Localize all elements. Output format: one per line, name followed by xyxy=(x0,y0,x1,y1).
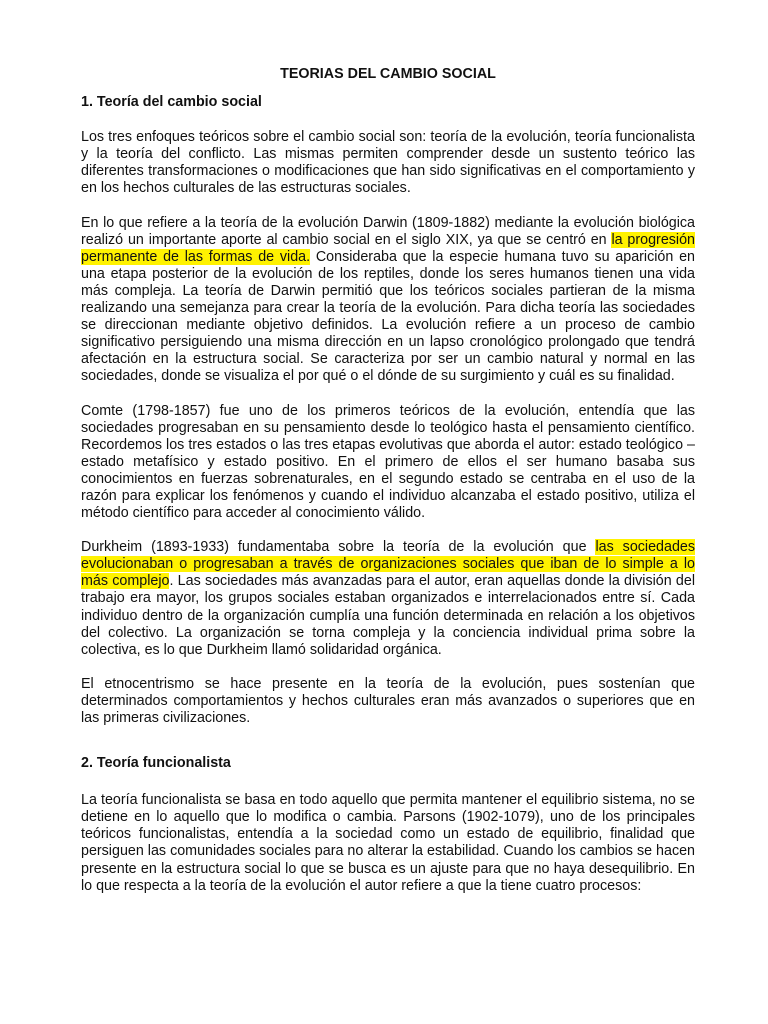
paragraph-text: El etnocentrismo se hace presente en la teoría de la evolución, pues sostenían que determinados comportamientos y hechos culturales eran más avanzados o superiores que en las primeras civilizaciones. xyxy=(81,675,695,726)
paragraph-etnocentrismo xyxy=(81,676,695,727)
section-heading-teoria-cambio-social: 1. Teoría del cambio social xyxy=(81,94,262,111)
paragraph-text: La teoría funcionalista se basa en todo aquello que permita mantener el equilibrio sistema, no se detiene en lo aquello que lo modifica o cambia. Parsons (1902-1079), uno de los principales teóricos funcionalistas, entendía a la sociedad como un estado de equilibrio, finalidad que persiguen las comunidades sociales para no alterar la estabilidad. Cuando los cambios se hacen presente en la estructura social lo que se busca es un ajuste para que no haya desequilibrio. En lo que respecta a la teoría de la evolución el autor refiere a que la tiene cuatro procesos: xyxy=(81,792,695,894)
paragraph-durkheim xyxy=(81,539,695,659)
paragraph-text: En lo que refiere a la teoría de la evolución Darwin (1809-1882) mediante la evolución biológica realizó un importante aporte al cambio social en el siglo XIX, ya que se centró en xyxy=(81,214,695,248)
paragraph-funcionalista xyxy=(81,792,695,895)
paragraph-darwin xyxy=(81,215,695,386)
paragraph-enfoques-teoricos xyxy=(81,129,695,197)
paragraph-text: Los tres enfoques teóricos sobre el cambio social son: teoría de la evolución, teoría funcionalista y la teoría del conflicto. Las mismas permiten comprender desde un sustento teórico las diferentes transformaciones o modificaciones que han sido significativas en el comportamiento y en los hechos culturales de las estructuras sociales. xyxy=(81,129,695,197)
paragraph-text: . Las sociedades más avanzadas para el autor, eran aquellas donde la división del trabajo era mayor, los grupos sociales estaban organizados e interrelacionados entre sí. Cada individuo dentro de la organización cumplía una función determinada en relación a los objetivos del colectivo. La organización se torna compleja y la conciencia individual prima sobre la colectiva, es lo que Durkheim llamó solidaridad orgánica. xyxy=(81,573,695,658)
paragraph-comte xyxy=(81,403,695,523)
document-title: TEORIAS DEL CAMBIO SOCIAL xyxy=(280,66,496,82)
paragraph-text: Comte (1798-1857) fue uno de los primeros teóricos de la evolución, entendía que las sociedades progresaban en su pensamiento desde lo teológico hasta el pensamiento científico. Recordemos los tres estados o las tres etapas evolutivas que aborda el autor: estado teológico – estado metafísico y estado positivo. En el primero de ellos el ser humano basaba sus conocimientos en fuerzas sobrenaturales, en el segundo estado se centraba en el uso de la razón para explicar los fenómenos y cuando el individuo alcanzaba el estado positivo, utiliza el método científico para acceder al conocimiento válido. xyxy=(81,402,695,522)
paragraph-text: Durkheim (1893-1933) fundamentaba sobre la teoría de la evolución que xyxy=(81,539,596,556)
highlighted-text: las sociedades evolucionaban o progresaban a través de organizaciones sociales que iban de lo simple a lo más complejo xyxy=(81,539,695,590)
highlighted-text: la progresión permanente de las formas de vida. xyxy=(81,231,695,265)
paragraph-text: Consideraba que la especie humana tuvo su aparición en una etapa posterior de la evolución de los reptiles, donde los seres humanos tienen una vida más compleja. La teoría de Darwin permitió que los teóricos sociales partieran de la misma realizando una semejanza para crear la teoría de la evolución. Para dicha teoría las sociedades se direccionan mediante objetivo definidos. La evolución refiere a un proceso de cambio significativo persiguiendo una misma dirección en un lapso cronológico prolongado que tendrá afectación en la estructura social. Se caracteriza por ser un cambio natural y normal en las sociedades, donde se visualiza el por qué o el dónde de su surgimiento y cuál es su finalidad. xyxy=(81,248,695,385)
section-heading-teoria-funcionalista: 2. Teoría funcionalista xyxy=(81,755,231,772)
